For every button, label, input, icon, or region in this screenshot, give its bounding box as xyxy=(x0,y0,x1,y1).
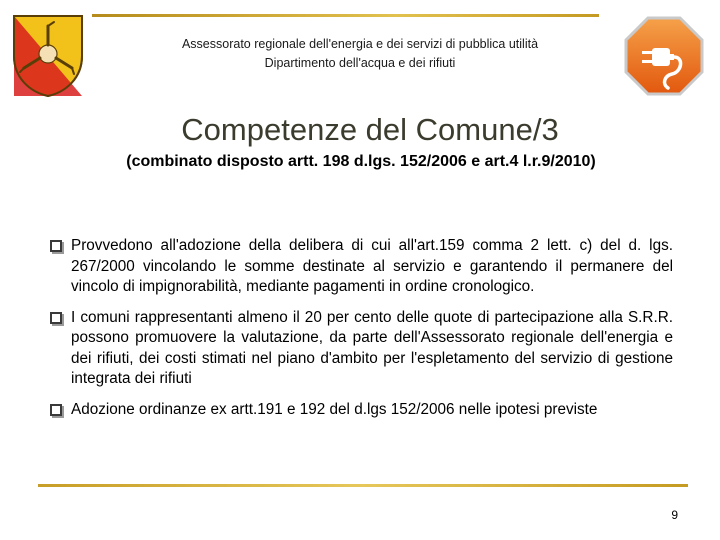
list-item xyxy=(49,236,673,298)
list-item-text: Adozione ordinanze ex artt.191 e 192 del d.lgs 152/2006 nelle ipotesi previste xyxy=(71,400,598,418)
list-item-text: I comuni rappresentanti almeno il 20 per cento delle quote di partecipazione alla S.R.R. possono promuovere la valutazione, da parte dell'Assessorato regionale dell'energia e dei rifiuti, dei costi stimati nel piano d'ambito per l'espletamento del servizio di gestione integrata dei rifiuti xyxy=(71,308,673,387)
checkbox-bullet-icon xyxy=(50,404,62,416)
power-plug-icon xyxy=(622,14,706,100)
department-line: Assessorato regionale dell'energia e dei servizi di pubblica utilità xyxy=(181,37,539,51)
page-title: Competenze del Comune/3 xyxy=(181,112,559,147)
page-subtitle: (combinato disposto artt. 198 d.lgs. 152/2006 e art.4 l.r.9/2010) xyxy=(126,153,596,170)
bullet-list xyxy=(49,236,673,420)
list-item xyxy=(49,400,673,421)
header-rule xyxy=(92,14,599,17)
checkbox-bullet-icon xyxy=(50,312,62,324)
checkbox-bullet-icon xyxy=(50,240,62,252)
sub-department-line: Dipartimento dell'acqua e dei rifiuti xyxy=(264,56,456,70)
footer-rule xyxy=(38,484,688,487)
list-item xyxy=(49,308,673,390)
page-number: 9 xyxy=(671,508,678,522)
sicily-coat-of-arms-icon xyxy=(8,12,88,98)
list-item-text: Provvedono all'adozione della delibera di cui all'art.159 comma 2 lett. c) del d. lgs. 267/2000 vincolando le somme destinate al servizio e garantendo il permanere del vincolo di impignorabilità, mediante pagamenti in ordine cronologico. xyxy=(71,237,673,295)
